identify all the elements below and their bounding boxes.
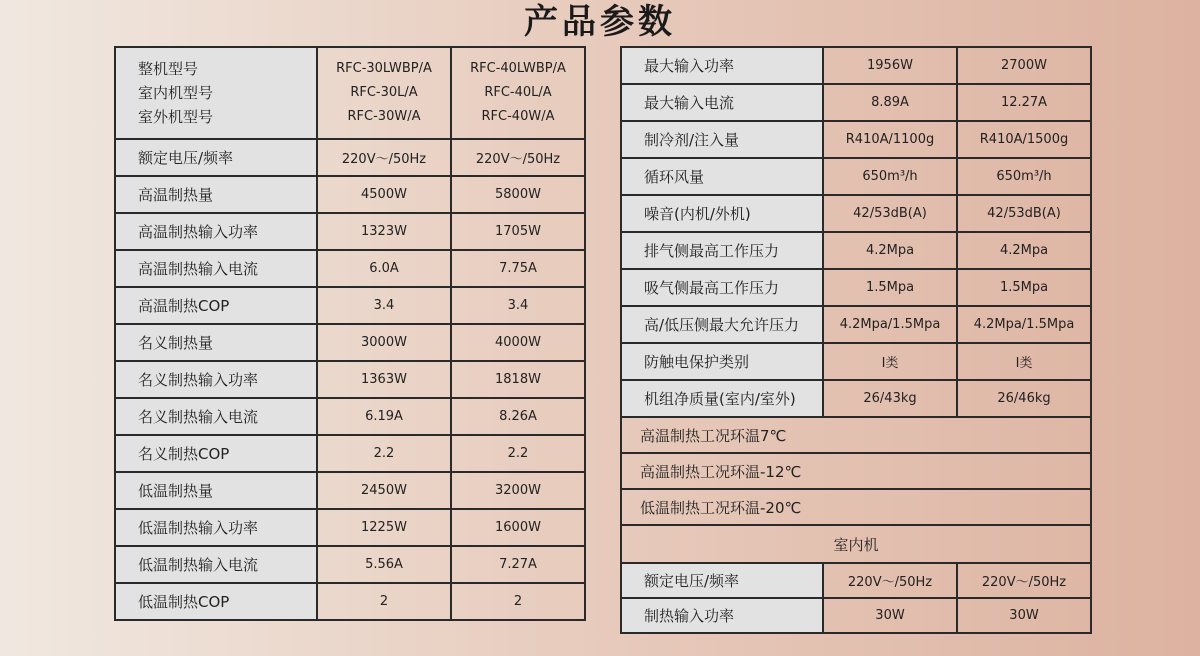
row-label: 低温制热量 [115,472,317,509]
row-label: 循环风量 [621,158,823,195]
row-value-1: 1363W [317,361,451,398]
row-value-1: 2.2 [317,435,451,472]
model-value: RFC-40LWBP/A [470,61,566,76]
row-label: 噪音(内机/外机) [621,195,823,232]
row-value-1: 5.56A [317,546,451,583]
row-label: 制热输入功率 [621,598,823,633]
spec-row [115,139,585,176]
spec-row [621,232,1091,269]
row-value-2: 4.2Mpa/1.5Mpa [957,306,1091,343]
section-title-indoor [621,525,1091,563]
row-value-2: 2.2 [451,435,585,472]
row-value-1: 3.4 [317,287,451,324]
row-value-1: 42/53dB(A) [823,195,957,232]
model-label: 室外机型号 [138,108,214,126]
spec-row [115,472,585,509]
spec-row [115,546,585,583]
spec-row [115,287,585,324]
row-value-2: 2 [451,583,585,620]
row-label: 最大输入电流 [621,84,823,121]
model-col-2 [451,47,585,139]
row-value-2: 1818W [451,361,585,398]
model-value: RFC-30LWBP/A [336,61,432,76]
model-label: 整机型号 [138,60,199,78]
model-value: RFC-40W/A [481,109,555,124]
row-value-1: 6.19A [317,398,451,435]
row-value-1: 1956W [823,47,957,84]
model-value: RFC-40L/A [484,85,552,100]
row-value-2: 2700W [957,47,1091,84]
row-value-2: Ⅰ类 [957,343,1091,380]
row-value-1: 2 [317,583,451,620]
spec-row [621,269,1091,306]
indoor-spec-row [621,563,1091,598]
row-label: 低温制热输入电流 [115,546,317,583]
row-label: 低温制热输入功率 [115,509,317,546]
row-value-2: 650m³/h [957,158,1091,195]
row-value-2: 30W [957,598,1091,633]
row-value-1: 6.0A [317,250,451,287]
row-label: 高温制热COP [115,287,317,324]
row-value-1: Ⅰ类 [823,343,957,380]
row-value-1: R410A/1100g [823,121,957,158]
row-value-1: 1323W [317,213,451,250]
row-value-2: 3200W [451,472,585,509]
spec-row [621,306,1091,343]
row-label: 低温制热COP [115,583,317,620]
model-label: 室内机型号 [138,84,214,102]
model-col-1 [317,47,451,139]
condition-note-text: 高温制热工况环温7℃ [621,417,1091,453]
spec-row [621,343,1091,380]
row-value-1: 4500W [317,176,451,213]
row-value-1: 8.89A [823,84,957,121]
spec-row [115,509,585,546]
row-value-1: 220V～/50Hz [823,563,957,598]
spec-row [621,380,1091,417]
row-value-2: 3.4 [451,287,585,324]
row-value-1: 220V～/50Hz [317,139,451,176]
row-value-2: 12.27A [957,84,1091,121]
row-value-2: 7.27A [451,546,585,583]
row-value-2: R410A/1500g [957,121,1091,158]
row-value-2: 220V～/50Hz [957,563,1091,598]
row-value-2: 8.26A [451,398,585,435]
row-value-1: 1225W [317,509,451,546]
spec-row [115,176,585,213]
row-value-2: 4.2Mpa [957,232,1091,269]
spec-row [115,250,585,287]
row-value-2: 1705W [451,213,585,250]
condition-note [621,453,1091,489]
spec-row [115,398,585,435]
row-value-2: 4000W [451,324,585,361]
row-label: 高温制热输入功率 [115,213,317,250]
row-value-2: 1.5Mpa [957,269,1091,306]
model-value: RFC-30W/A [347,109,421,124]
condition-note-text: 高温制热工况环温-12℃ [621,453,1091,489]
row-value-2: 1600W [451,509,585,546]
row-label: 名义制热COP [115,435,317,472]
row-label: 额定电压/频率 [621,563,823,598]
spec-row [115,213,585,250]
spec-row [115,324,585,361]
model-value: RFC-30L/A [350,85,418,100]
row-value-1: 4.2Mpa [823,232,957,269]
row-label: 排气侧最高工作压力 [621,232,823,269]
row-value-1: 1.5Mpa [823,269,957,306]
spec-row [621,195,1091,232]
condition-note [621,489,1091,525]
spec-row [621,84,1091,121]
model-row [115,47,585,139]
row-value-2: 26/46kg [957,380,1091,417]
spec-row [115,361,585,398]
row-value-1: 2450W [317,472,451,509]
spec-row [621,47,1091,84]
row-label: 名义制热输入功率 [115,361,317,398]
row-label: 名义制热量 [115,324,317,361]
indoor-spec-row [621,598,1091,633]
row-label: 机组净质量(室内/室外) [621,380,823,417]
row-value-1: 30W [823,598,957,633]
row-label: 额定电压/频率 [115,139,317,176]
page-title: 产品参数 [524,2,676,42]
row-value-2: 5800W [451,176,585,213]
spec-table-left [114,46,586,621]
row-label: 高温制热量 [115,176,317,213]
spec-row [621,158,1091,195]
row-label: 最大输入功率 [621,47,823,84]
row-label: 防触电保护类别 [621,343,823,380]
row-value-2: 7.75A [451,250,585,287]
row-label: 吸气侧最高工作压力 [621,269,823,306]
row-value-1: 3000W [317,324,451,361]
model-labels [115,47,317,139]
row-label: 高/低压侧最大允许压力 [621,306,823,343]
row-value-2: 220V～/50Hz [451,139,585,176]
spec-row [115,583,585,620]
spec-table-right [620,46,1092,634]
spec-row [621,121,1091,158]
row-value-1: 26/43kg [823,380,957,417]
row-label: 高温制热输入电流 [115,250,317,287]
row-value-1: 4.2Mpa/1.5Mpa [823,306,957,343]
spec-row [115,435,585,472]
row-value-1: 650m³/h [823,158,957,195]
row-label: 名义制热输入电流 [115,398,317,435]
condition-note [621,417,1091,453]
condition-note-text: 低温制热工况环温-20℃ [621,489,1091,525]
row-value-2: 42/53dB(A) [957,195,1091,232]
row-label: 制冷剂/注入量 [621,121,823,158]
section-title-indoor-text: 室内机 [621,525,1091,563]
